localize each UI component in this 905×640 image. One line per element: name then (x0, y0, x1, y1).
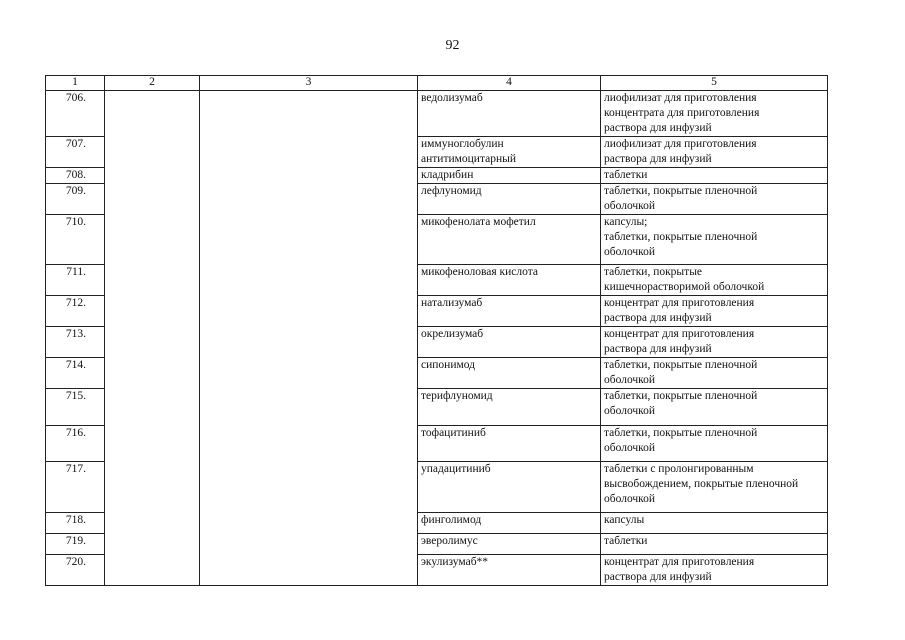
table-body (46, 91, 828, 586)
dosage-form-cell: таблетки, покрытые пленочной оболочкой (601, 358, 828, 389)
row-number: 716. (46, 426, 105, 462)
column-header: 1 (46, 76, 105, 91)
row-number: 718. (46, 513, 105, 534)
row-number: 720. (46, 555, 105, 586)
dosage-form-cell: таблетки, покрытые пленочной оболочкой (601, 426, 828, 462)
dosage-form-cell: лиофилизат для приготовления раствора для инфузий (601, 137, 828, 168)
merged-cell-col3 (200, 91, 418, 586)
row-number: 712. (46, 296, 105, 327)
drug-name-cell: лефлуномид (418, 184, 601, 215)
dosage-form-cell: концентрат для приготовления раствора для инфузий (601, 555, 828, 586)
drug-name-cell: терифлуномид (418, 389, 601, 426)
medication-table (45, 75, 828, 586)
dosage-form-cell: капсулы; таблетки, покрытые пленочной оболочкой (601, 215, 828, 265)
drug-name-cell: тофацитиниб (418, 426, 601, 462)
row-number: 707. (46, 137, 105, 168)
page-number: 92 (445, 38, 460, 53)
row-number: 715. (46, 389, 105, 426)
drug-name-cell: эверолимус (418, 534, 601, 555)
drug-name-cell: финголимод (418, 513, 601, 534)
dosage-form-cell: таблетки, покрытые пленочной оболочкой (601, 389, 828, 426)
drug-name-cell: экулизумаб** (418, 555, 601, 586)
drug-name-cell: микофеноловая кислота (418, 265, 601, 296)
dosage-form-cell: таблетки с пролонгированным высвобождением, покрытые пленочной оболочкой (601, 462, 828, 513)
row-number: 709. (46, 184, 105, 215)
dosage-form-cell: концентрат для приготовления раствора для инфузий (601, 327, 828, 358)
column-header: 4 (418, 76, 601, 91)
row-number: 711. (46, 265, 105, 296)
row-number: 710. (46, 215, 105, 265)
dosage-form-cell: таблетки (601, 534, 828, 555)
column-header: 3 (200, 76, 418, 91)
dosage-form-cell: лиофилизат для приготовления концентрата для приготовления раствора для инфузий (601, 91, 828, 137)
row-number: 713. (46, 327, 105, 358)
header-row (46, 76, 828, 91)
drug-name-cell: микофенолата мофетил (418, 215, 601, 265)
drug-name-cell: иммуноглобулин антитимоцитарный (418, 137, 601, 168)
row-number: 717. (46, 462, 105, 513)
drug-name-cell: кладрибин (418, 168, 601, 184)
dosage-form-cell: концентрат для приготовления раствора для инфузий (601, 296, 828, 327)
drug-name-cell: сипонимод (418, 358, 601, 389)
row-number: 706. (46, 91, 105, 137)
table-row (46, 91, 828, 137)
drug-name-cell: окрелизумаб (418, 327, 601, 358)
merged-cell-col2 (105, 91, 200, 586)
row-number: 708. (46, 168, 105, 184)
column-header: 2 (105, 76, 200, 91)
drug-name-cell: упадацитиниб (418, 462, 601, 513)
dosage-form-cell: капсулы (601, 513, 828, 534)
dosage-form-cell: таблетки (601, 168, 828, 184)
row-number: 714. (46, 358, 105, 389)
drug-name-cell: ведолизумаб (418, 91, 601, 137)
dosage-form-cell: таблетки, покрытые кишечнорастворимой оболочкой (601, 265, 828, 296)
drug-name-cell: натализумаб (418, 296, 601, 327)
row-number: 719. (46, 534, 105, 555)
column-header: 5 (601, 76, 828, 91)
dosage-form-cell: таблетки, покрытые пленочной оболочкой (601, 184, 828, 215)
